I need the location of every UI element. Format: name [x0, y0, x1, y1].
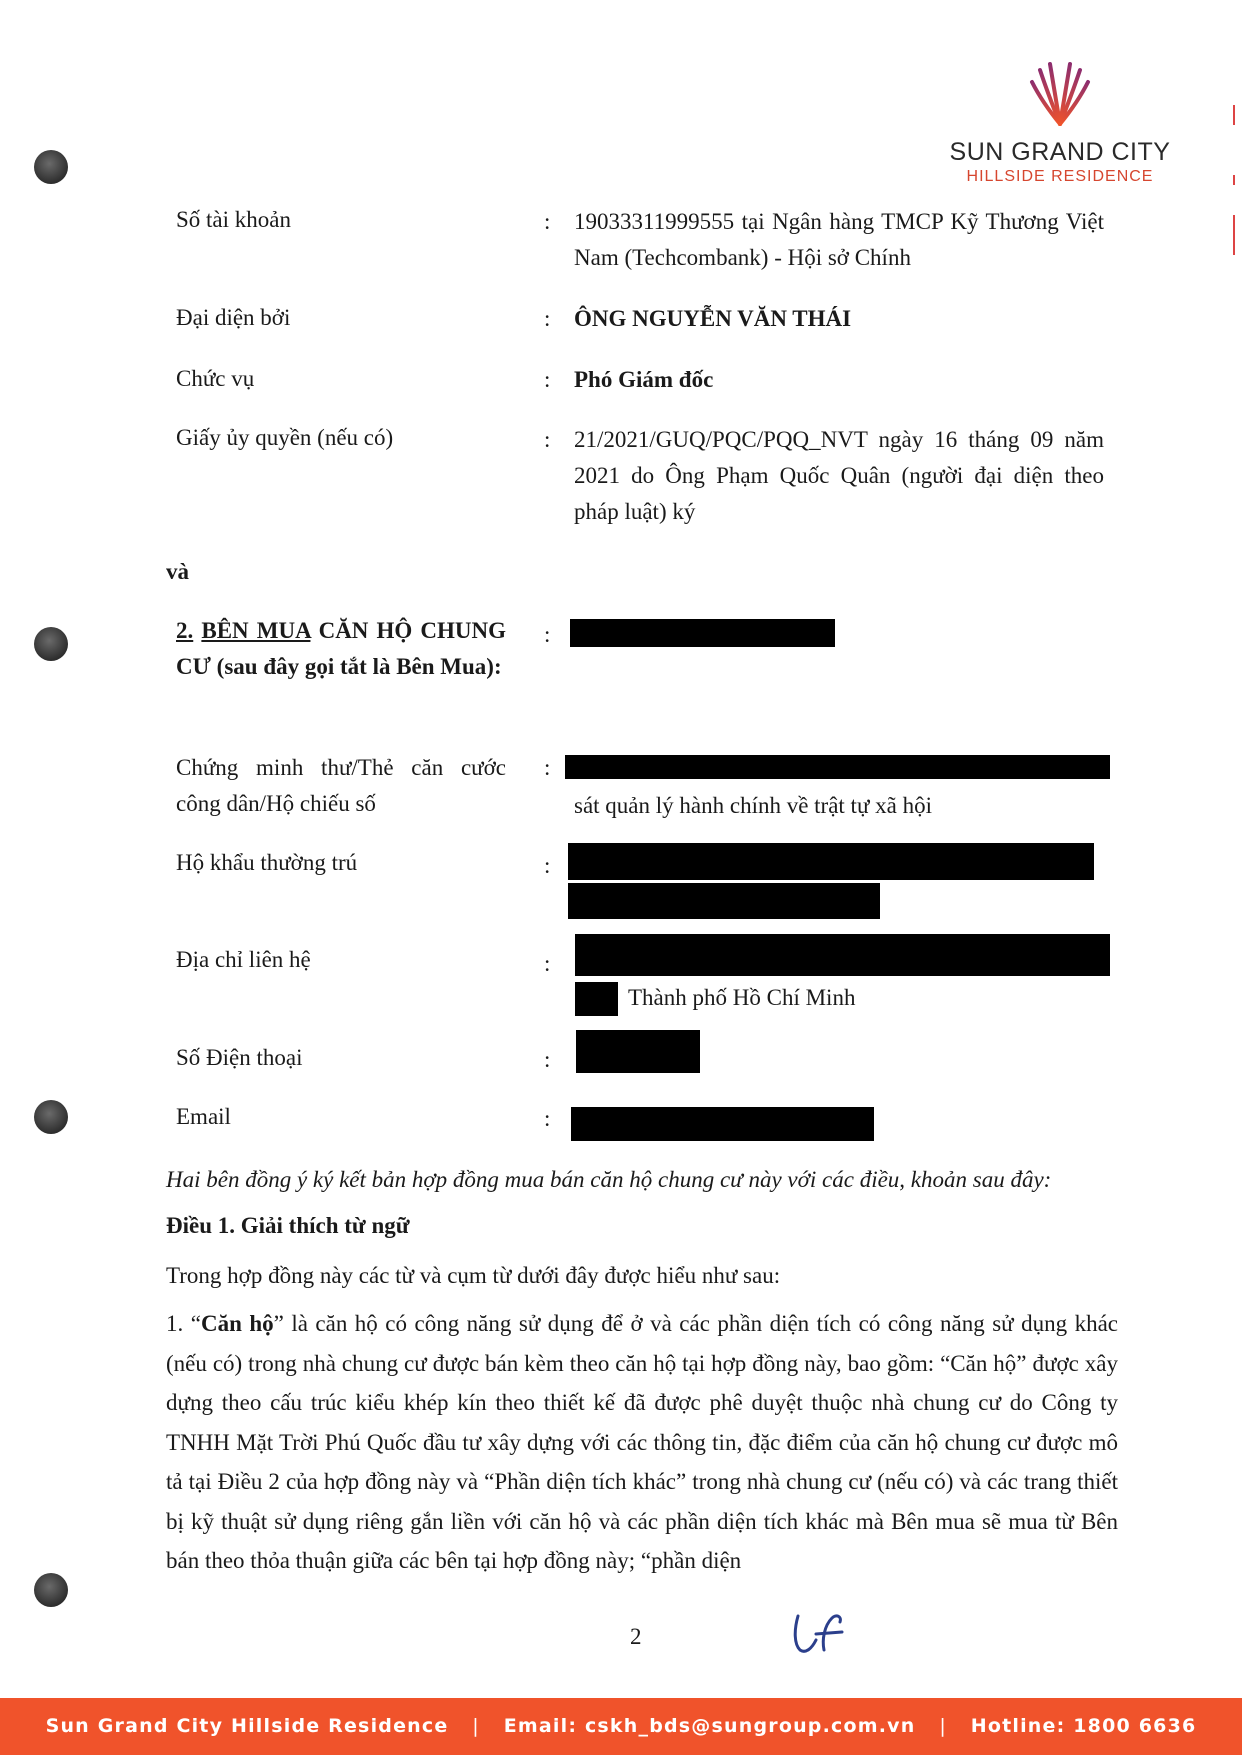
representative-value: ÔNG NGUYỄN VĂN THÁI	[574, 306, 852, 331]
position-label: Chức vụ	[176, 366, 255, 391]
id-value-visible: sát quản lý hành chính về trật tự xã hội	[574, 793, 933, 818]
footer-separator: |	[472, 1715, 480, 1737]
account-label: Số tài khoản	[176, 207, 291, 232]
redacted-email	[571, 1107, 874, 1141]
punch-hole-3	[34, 1100, 68, 1134]
article-1-intro: Trong hợp đồng này các từ và cụm từ dưới đây được hiểu như sau:	[166, 1263, 781, 1288]
punch-hole-4	[34, 1573, 68, 1607]
clause-1-text: ” là căn hộ có công năng sử dụng để ở và các phần diện tích có công năng sử dụng khác (nếu có) trong nhà chung cư được bán kèm theo căn hộ tại hợp đồng này, bao gồm: “Căn hộ” được xây dựng theo cấu trúc kiểu khép kín theo thiết kế đã được phê duyệt thuộc nhà chung cư do Công ty TNHH Mặt Trời Phú Quốc đầu tư xây dựng với các thông tin, đặc điểm của căn hộ chung cư được mô tả tại Điều 2 của hợp đồng này và “Phần diện tích khác” trong nhà chung cư (nếu có) và các trang thiết bị kỹ thuật sử dụng riêng gắn liền với căn hộ và các phần diện tích khác mà Bên mua sẽ mua từ Bên bán theo thỏa thuận giữa các bên tại hợp đồng này; “phần diện	[166, 1311, 1118, 1573]
brand-logo	[940, 58, 1180, 193]
colon: :	[544, 951, 551, 976]
redacted-phone	[576, 1030, 700, 1073]
redacted-address-line-1	[575, 934, 1110, 976]
redacted-id-number	[565, 755, 1110, 779]
and-connector: và	[166, 559, 189, 584]
colon: :	[544, 306, 551, 331]
footer-hotline: Hotline: 1800 6636	[970, 1715, 1197, 1737]
colon: :	[544, 755, 551, 780]
footer-separator: |	[939, 1715, 947, 1737]
footer-bar	[0, 1698, 1242, 1755]
authorization-label: Giấy ủy quyền (nếu có)	[176, 425, 394, 450]
colon: :	[544, 1106, 551, 1131]
punch-hole-1	[34, 150, 68, 184]
redacted-address-line-2	[575, 982, 618, 1016]
authorization-value: 21/2021/GUQ/PQC/PQQ_NVT ngày 16 tháng 09 năm 2021 do Ông Phạm Quốc Quân (người đại diện theo pháp luật) ký	[574, 427, 1104, 524]
colon: :	[544, 367, 551, 392]
colon: :	[544, 209, 551, 234]
address-label: Địa chỉ liên hệ	[176, 947, 311, 972]
redacted-buyer-name	[570, 619, 835, 647]
brand-name: SUN GRAND CITY	[949, 138, 1171, 166]
buyer-heading	[176, 613, 506, 685]
page-number: 2	[630, 1624, 642, 1649]
punch-hole-2	[34, 627, 68, 661]
position-value: Phó Giám đốc	[574, 367, 714, 392]
phone-label: Số Điện thoại	[176, 1045, 303, 1070]
colon: :	[544, 853, 551, 878]
address-value-visible: Thành phố Hồ Chí Minh	[628, 985, 856, 1010]
clause-1-prefix: 1. “	[166, 1311, 201, 1336]
email-label: Email	[176, 1104, 231, 1129]
colon: :	[544, 1047, 551, 1072]
buyer-heading-num: 2.	[176, 618, 194, 643]
redacted-residence-line-1	[568, 843, 1094, 880]
brand-subtitle: HILLSIDE RESIDENCE	[966, 168, 1154, 185]
colon: :	[544, 622, 551, 647]
footer-email: Email: cskh_bds@sungroup.com.vn	[503, 1715, 916, 1737]
redacted-residence-line-2	[568, 883, 880, 919]
representative-label: Đại diện bởi	[176, 305, 291, 330]
account-value: 19033311999555 tại Ngân hàng TMCP Kỹ Thương Việt Nam (Techcombank) - Hội sở Chính	[574, 209, 1104, 270]
buyer-heading-rest: CĂN HỘ CHUNG CƯ (sau đây gọi tắt là Bên Mua):	[176, 618, 507, 679]
clause-1-term: Căn hộ	[200, 1311, 274, 1336]
residence-label: Hộ khẩu thường trú	[176, 850, 358, 875]
handwritten-initial	[790, 1610, 850, 1660]
clause-1	[166, 1304, 1118, 1581]
footer-project-name: Sun Grand City Hillside Residence	[45, 1715, 449, 1737]
article-1-title: Điều 1. Giải thích từ ngữ	[166, 1213, 410, 1238]
sunburst-logo-icon	[1028, 58, 1092, 126]
buyer-heading-underlined: BÊN MUA	[201, 618, 311, 643]
id-label: Chứng minh thư/Thẻ căn cước công dân/Hộ chiếu số	[176, 755, 506, 816]
scan-edge-mark	[1232, 105, 1236, 255]
colon: :	[544, 427, 551, 452]
agreement-statement: Hai bên đồng ý ký kết bản hợp đồng mua bán căn hộ chung cư này với các điều, khoản sau đây:	[166, 1167, 1052, 1192]
